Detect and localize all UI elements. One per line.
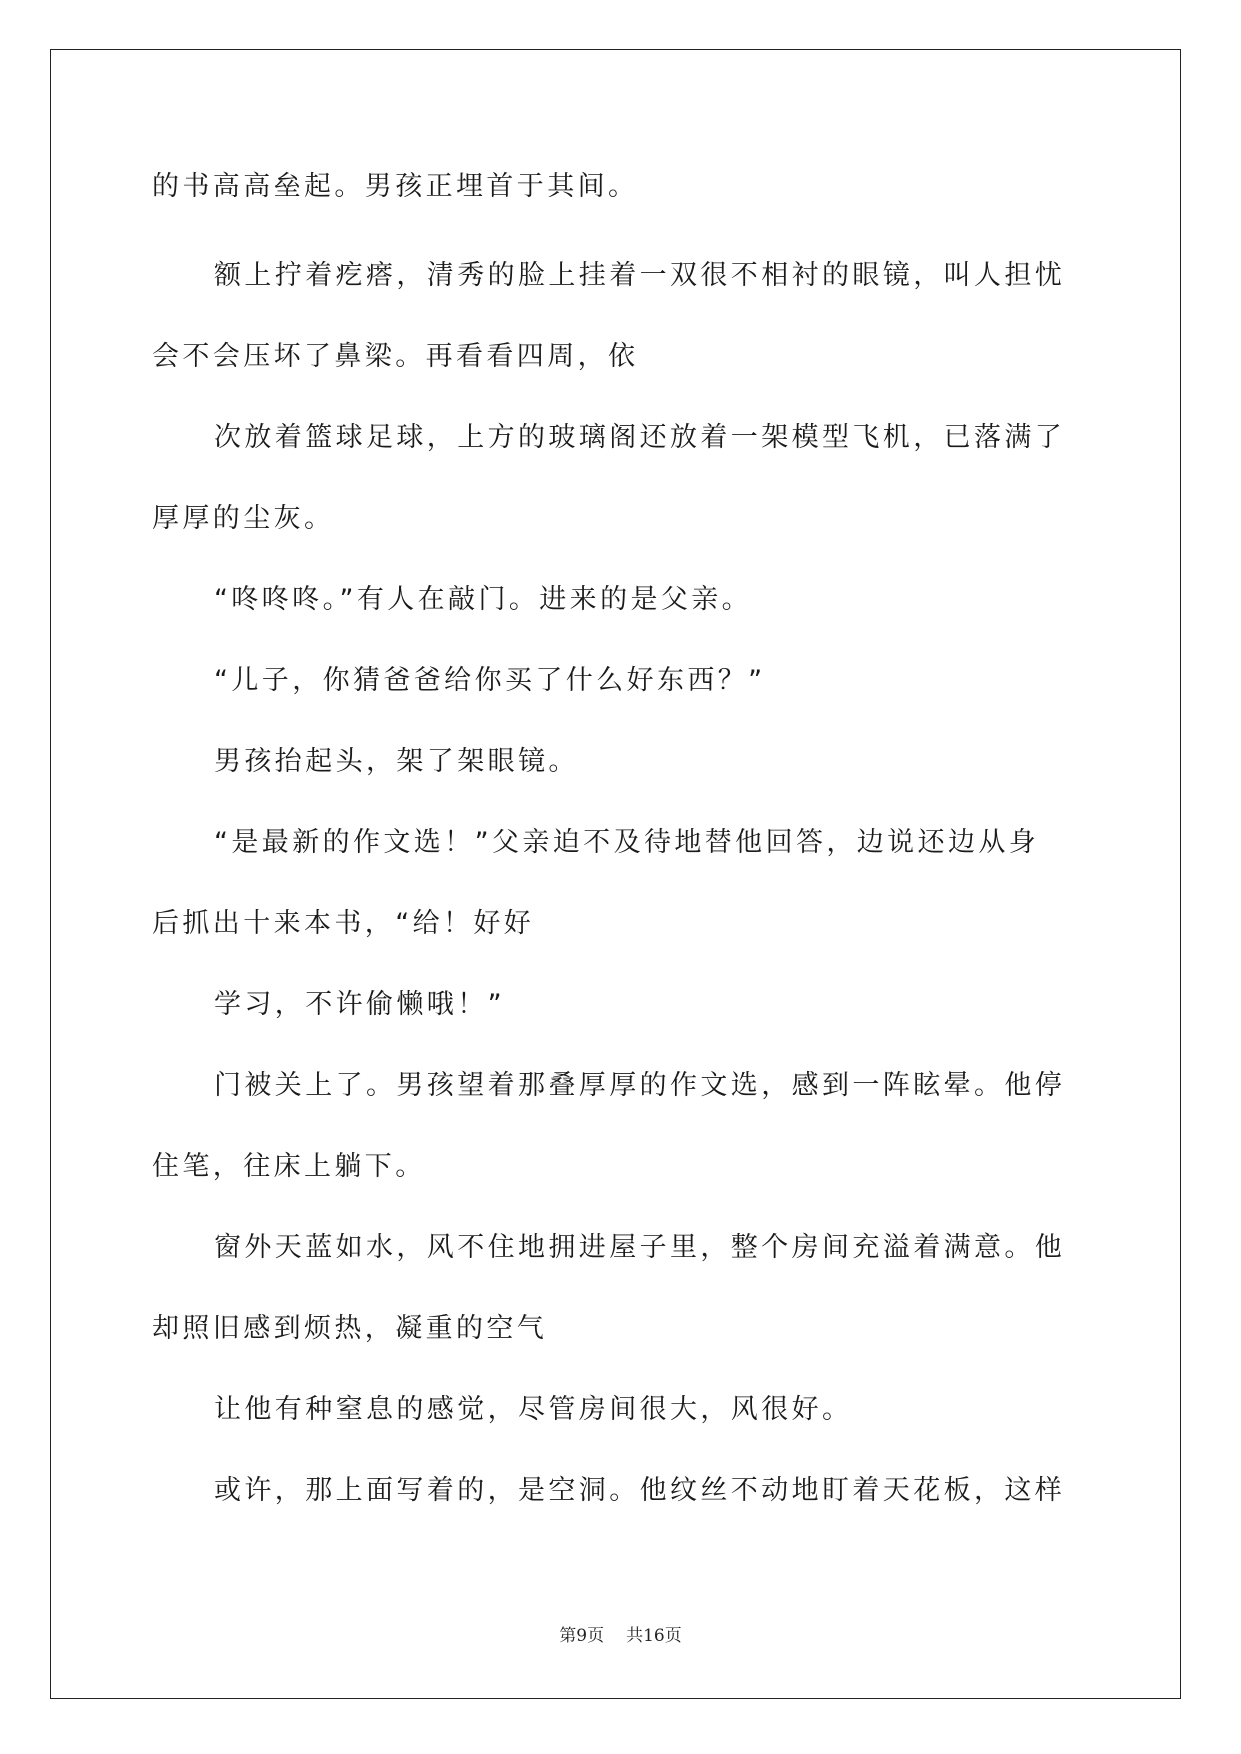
text-line: 男孩抬起头，架了架眼镜。 [214,746,579,777]
text-line: 却照旧感到烦热，凝重的空气 [152,1313,548,1344]
text-line: 次放着篮球足球，上方的玻璃阁还放着一架模型飞机，已落满了 [214,422,1066,453]
text-line: “是最新的作文选！”父亲迫不及待地替他回答，边说还边从身 [214,827,1040,858]
page-total: 共16页 [626,1626,682,1646]
text-line: 的书高高垒起。男孩正埋首于其间。 [152,171,639,202]
text-line: “儿子，你猜爸爸给你买了什么好东西？” [214,665,766,696]
text-line: 额上拧着疙瘩，清秀的脸上挂着一双很不相衬的眼镜，叫人担忧 [214,260,1066,291]
text-line: 住笔，往床上躺下。 [152,1151,426,1182]
text-line: 会不会压坏了鼻梁。再看看四周，依 [152,341,639,372]
text-line: “咚咚咚。”有人在敲门。进来的是父亲。 [214,584,753,615]
text-line: 让他有种窒息的感觉，尽管房间很大，风很好。 [214,1394,853,1425]
text-line: 或许，那上面写着的，是空洞。他纹丝不动地盯着天花板，这样 [214,1475,1066,1506]
page-border [50,49,1181,1699]
text-line: 窗外天蓝如水，风不住地拥进屋子里，整个房间充溢着满意。他 [214,1232,1066,1263]
text-line: 后抓出十来本书，“给！好好 [152,908,535,939]
page-number: 第9页 [559,1626,605,1646]
text-line: 厚厚的尘灰。 [152,503,335,534]
text-line: 学习，不许偷懒哦！” [214,989,505,1020]
page-footer [0,1624,1241,1648]
text-line: 门被关上了。男孩望着那叠厚厚的作文选，感到一阵眩晕。他停 [214,1070,1066,1101]
